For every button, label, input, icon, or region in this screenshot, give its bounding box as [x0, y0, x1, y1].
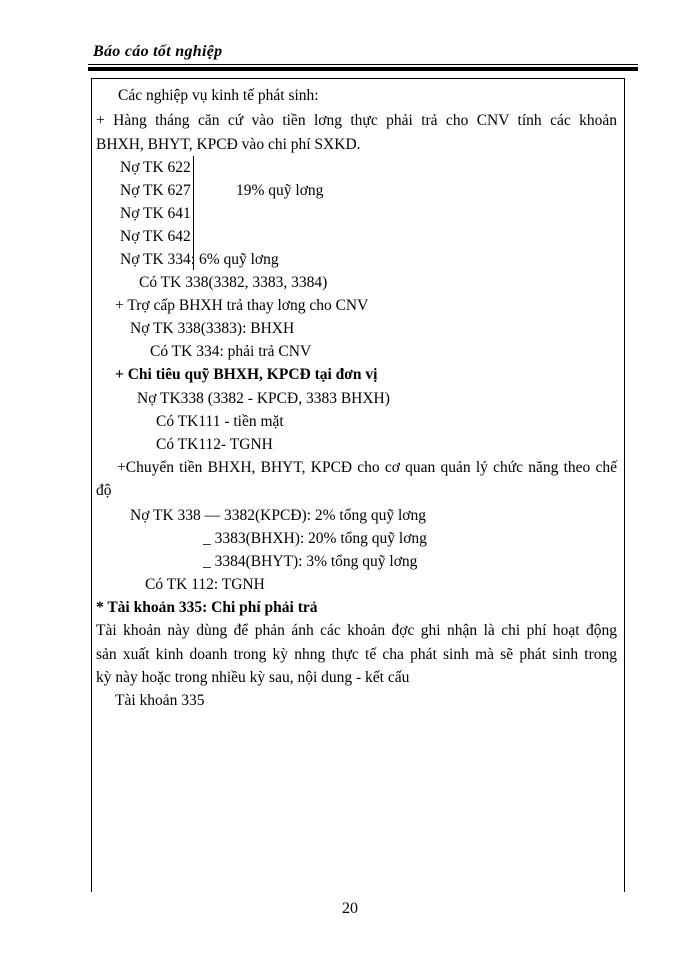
text-line: sản xuất kinh doanh trong kỳ nhng thực tế cha phát sinh mà sẽ phát sinh trong [96, 646, 617, 663]
text-line: Có TK 338(3382, 3383, 3384) [139, 274, 328, 291]
text-line: Có TK 112: TGNH [145, 576, 265, 593]
text-line: + Trợ cấp BHXH trả thay lơng cho CNV [115, 297, 369, 314]
text-line: _ 3384(BHYT): 3% tổng quỹ lơng [203, 553, 418, 570]
text-line: 19% quỹ lơng [236, 182, 324, 199]
text-line: * Tài khoản 335: Chi phí phải trả [96, 599, 318, 616]
text-line: +Chuyển tiền BHXH, BHYT, KPCĐ cho cơ quan quản lý chức năng theo chế [117, 459, 617, 476]
text-line: Nợ TK 642 [120, 228, 191, 245]
text-line: Nợ TK338 (3382 - KPCĐ, 3383 BHXH) [137, 390, 390, 407]
text-line: Tài khoản 335 [115, 692, 205, 709]
header-title: Báo cáo tốt nghiệp [93, 43, 223, 60]
text-line: Nợ TK 641 [120, 205, 191, 222]
text-line: kỳ này hoặc trong nhiều kỳ sau, nội dung - kết cấu [96, 669, 410, 686]
text-line: Có TK 334: phải trả CNV [150, 343, 312, 360]
text-line: + Chi tiêu quỹ BHXH, KPCĐ tại đơn vị [115, 366, 378, 383]
header-rule-thin [88, 64, 638, 65]
text-line: độ [96, 482, 112, 499]
text-line: Nợ TK 334: 6% quỹ lơng [120, 251, 279, 268]
text-line: Nợ TK 338(3383): BHXH [130, 320, 295, 337]
text-line: Tài khoản này dùng để phản ánh các khoản đợc ghi nhận là chi phí hoạt động [96, 622, 617, 639]
text-line: Các nghiệp vụ kinh tế phát sinh: [118, 87, 319, 104]
header-rule-thick [88, 67, 638, 71]
text-line: Nợ TK 627 [120, 182, 191, 199]
text-line: + Hàng tháng căn cứ vào tiền lơng thực phải trả cho CNV tính các khoản [96, 112, 617, 129]
text-line: Có TK112- TGNH [156, 436, 273, 453]
text-line: Có TK111 - tiền mặt [156, 413, 284, 430]
text-line: _ 3383(BHXH): 20% tổng quỹ lơng [203, 530, 427, 547]
text-line: Nợ TK 622 [120, 159, 191, 176]
text-line: BHXH, BHYT, KPCĐ vào chi phí SXKD. [96, 136, 361, 153]
text-line: Nợ TK 338 — 3382(KPCĐ): 2% tổng quỹ lơng [130, 507, 426, 524]
page-number: 20 [342, 900, 358, 917]
